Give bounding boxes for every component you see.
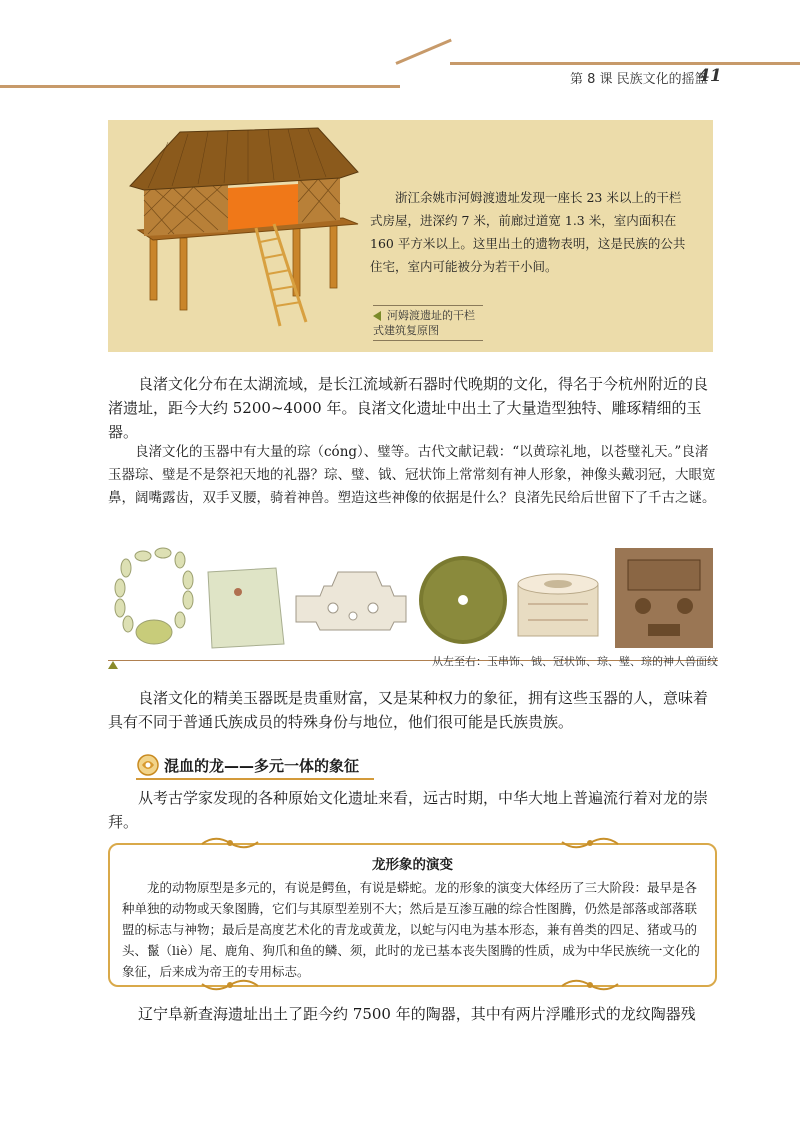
header-rule-left (0, 85, 400, 88)
jade-axe (208, 568, 284, 648)
ornament-icon (136, 753, 160, 777)
stilt-house-label-text: 河姆渡遗址的干栏式建筑复原图 (373, 309, 475, 337)
paragraph-liangzhu-intro: 良渚文化分布在太湖流域，是长江流域新石器时代晚期的文化，得名于今杭州附近的良渚遗址，距今大约 5200~4000 年。良渚文化遗址中出土了大量造型独特、雕琢精细的玉器。 (108, 375, 709, 441)
right-scroll-ornament-icon (560, 834, 620, 852)
mask-relief (615, 548, 713, 648)
page-number: 41 (698, 66, 722, 86)
up-triangle-icon (108, 661, 118, 669)
jade-necklace (115, 548, 193, 644)
left-scroll-ornament-icon (200, 834, 260, 852)
artifact-caption: 从左至右：玉串饰、钺、冠状饰、琮、璧、琮的神人兽面纹 (432, 655, 718, 668)
header-rule-right (450, 62, 800, 65)
box-title: 龙形象的演变 (372, 857, 453, 873)
header-band (0, 0, 800, 60)
paragraph-jade-mystery: 良渚文化的玉器中有大量的琮（cóng）、璧等。古代文献记载：“以黄琮礼地，以苍璧礼天。”良渚玉器琮、璧是不是祭祀天地的礼器？琮、璧、钺、冠状饰上常常刻有神人形象，神像头戴羽冠，大眼宽鼻，阔嘴露齿，双手叉腰，骑着神兽。塑造这些神像的依据是什么？良渚先民给后世留下了千古之谜。 (108, 444, 716, 506)
section-underline (136, 778, 374, 780)
left-triangle-icon (373, 311, 381, 321)
paragraph-dragon-worship: 从考古学家发现的各种原始文化遗址来看，远古时期，中华大地上普遍流行着对龙的崇拜。 (108, 789, 709, 831)
jade-bi-disc (419, 556, 507, 644)
paragraph-jade-power: 良渚文化的精美玉器既是贵重财富，又是某种权力的象征，拥有这些玉器的人，意味着具有不同于普通氏族成员的特殊身份与地位，他们很可能是氏族贵族。 (108, 689, 709, 731)
section-title: 混血的龙——多元一体的象征 (164, 756, 360, 775)
stilt-house-label (373, 305, 483, 341)
lesson-title: 第 8 课 民族文化的摇篮 (570, 72, 708, 87)
paragraph-chahai-site: 辽宁阜新查海遗址出土了距今约 7500 年的陶器，其中有两片浮雕形式的龙纹陶器残 (138, 1005, 696, 1023)
crown-ornament (296, 572, 406, 630)
jade-cong (518, 574, 598, 636)
box-text: 龙的动物原型是多元的，有说是鳄鱼，有说是蟒蛇。龙的形象的演变大体经历了三大阶段：最早是各种单独的动物或天象图腾，它们与其原型差别不大；然后是互渗互融的综合性图腾，仍然是部落或部落联盟的标志与神物；最后是高度艺术化的青龙或黄龙，以蛇与闪电为基本形态，兼有兽类的四足、猪或马的头、鬣（liè）尾、鹿角、狗爪和鱼的鳞、须，此时的龙已基本丧失图腾的性质，成为中华民族统一文化的象征，后来成为帝王的专用标志。 (122, 880, 700, 979)
section-heading (136, 752, 359, 778)
jade-artifacts-strip (108, 544, 713, 652)
stilt-house-caption: 浙江余姚市河姆渡遗址发现一座长 23 米以上的干栏式房屋，进深约 7 米，前廊过道宽 1.3 米，室内面积在 160 平方米以上。这里出土的遗物表明，这是民族的公共住宅，室内可能被分为若干小间。 (370, 190, 686, 274)
